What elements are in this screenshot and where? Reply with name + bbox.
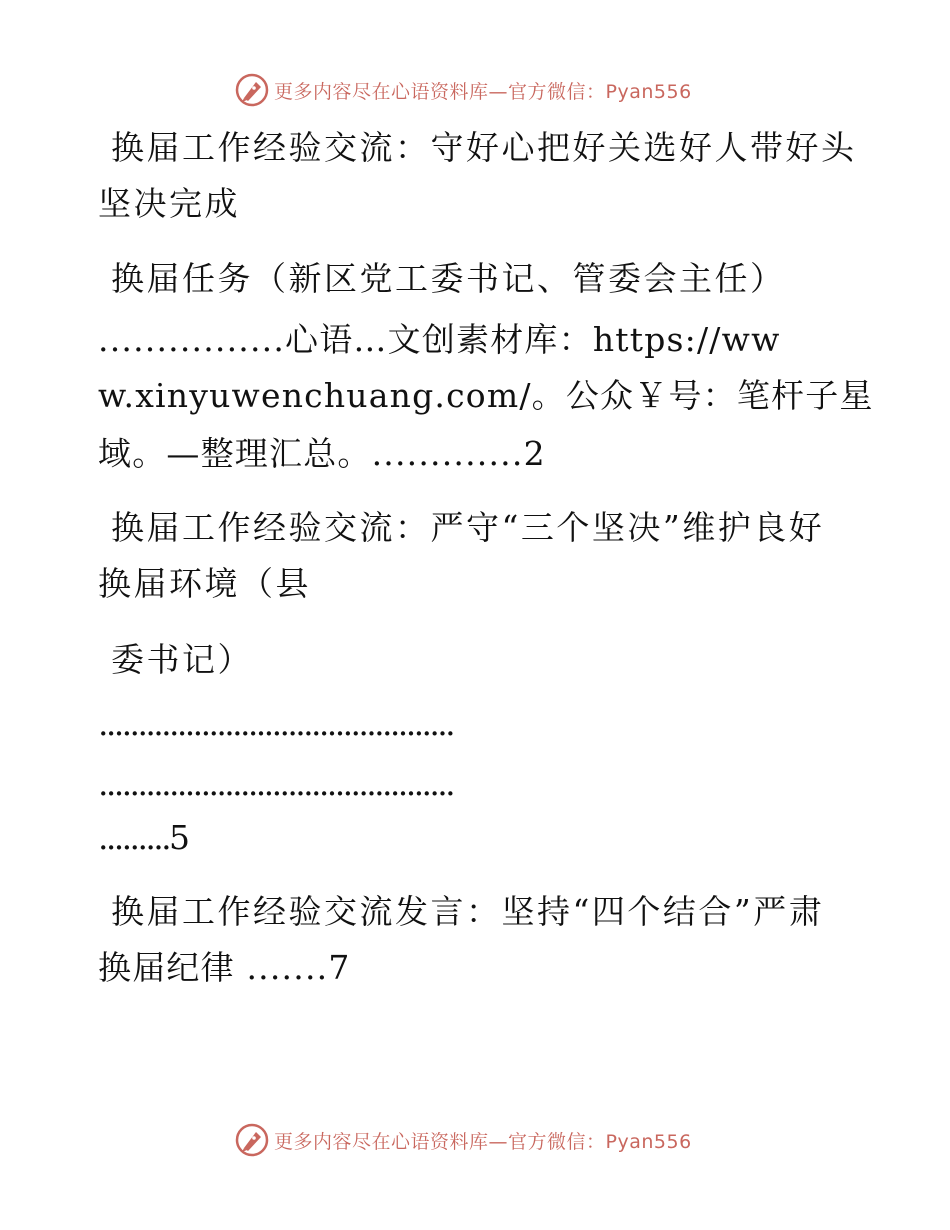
toc-entry-1-line-2: 坚决完成 xyxy=(98,184,240,223)
toc-entry-2-line-3: w.xinyuwenchuang.com/。公众￥号：笔杆子星 xyxy=(98,376,874,415)
toc-entry-3-line-3: 委书记） xyxy=(98,640,253,679)
footer-banner xyxy=(234,1122,692,1158)
toc-entry-4-line-1: 换届工作经验交流发言：坚持“四个结合”严肃 xyxy=(98,892,825,931)
toc-entry-4-line-2: 换届纪律 .......7 xyxy=(98,948,351,987)
toc-entry-3-line-1: 换届工作经验交流：严守“三个坚决”维护良好 xyxy=(98,508,825,547)
toc-entry-2-line-1: 换届任务（新区党工委书记、管委会主任） xyxy=(98,259,786,298)
toc-entry-1-line-1: 换届工作经验交流：守好心把好关选好人带好头 xyxy=(98,128,857,167)
toc-entry-2-line-4: 域。—整理汇总。.............2 xyxy=(98,434,546,473)
toc-leader-dots-2: ............................................. xyxy=(98,764,454,803)
header-banner-text: 更多内容尽在心语资料库—官方微信：Pyan556 xyxy=(274,80,692,103)
toc-entry-2-line-2: ................心语…文创素材库：https://ww xyxy=(98,320,781,359)
toc-entry-3-line-2: 换届环境（县 xyxy=(98,564,311,603)
pen-nib-icon xyxy=(234,72,270,108)
header-banner xyxy=(234,72,692,108)
footer-banner-text: 更多内容尽在心语资料库—官方微信：Pyan556 xyxy=(274,1130,692,1153)
pen-nib-icon xyxy=(234,1122,270,1158)
toc-leader-dots-1: ............................................. xyxy=(98,704,454,743)
toc-leader-dots-3: .........5 xyxy=(98,818,188,857)
